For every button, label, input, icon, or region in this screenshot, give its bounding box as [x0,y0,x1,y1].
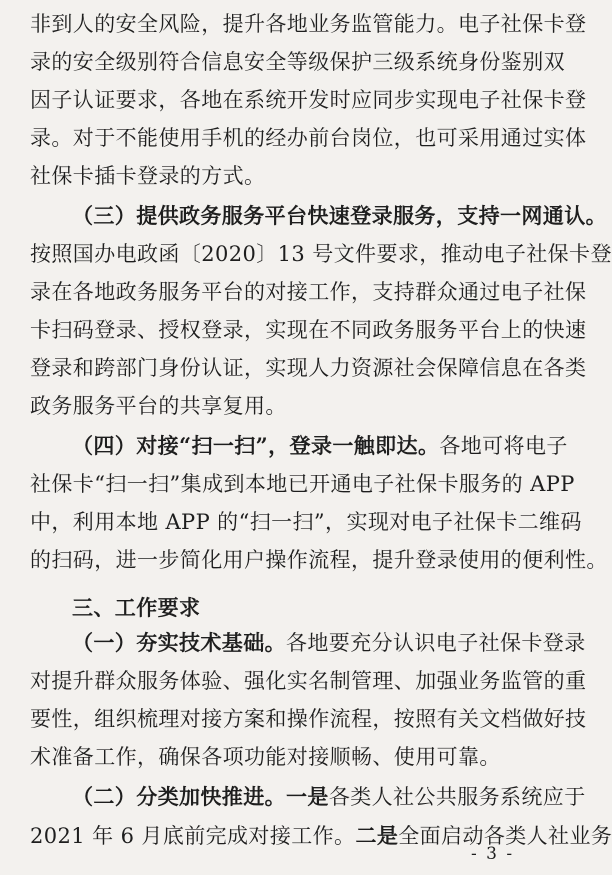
body-line: 政务服务平台的共享复用。 [30,394,287,418]
inline-emphasis: 二是 [355,823,399,848]
body-line: 录的安全级别符合信息安全等级保护三级系统身份鉴别双 [30,50,565,74]
paragraph-two-first-line [72,784,586,809]
body-line: 社保卡“扫一扫”集成到本地已开通电子社保卡服务的 APP [30,472,575,496]
body-text: 各类人社公共服务系统应于 [328,785,586,809]
body-line: 中，利用本地 APP 的“扫一扫”，实现对电子社保卡二维码 [30,510,582,534]
body-line: 因子认证要求，各地在系统开发时应同步实现电子社保卡登 [30,88,587,112]
body-line: 按照国办电政函〔2020〕13 号文件要求，推动电子社保卡登 [30,242,612,266]
body-text: 2021 年 6 月底前完成对接工作。 [30,824,356,848]
page-number: - 3 - [471,844,515,864]
subsection-heading-one: （一）夯实技术基础。 [72,630,286,655]
body-line: 录。对于不能使用手机的经办前台岗位，也可采用通过实体 [30,126,587,150]
body-text: 各地可将电子 [439,434,568,458]
body-line: 录在各地政务服务平台的对接工作，支持群众通过电子社保 [30,280,587,304]
body-line: 术准备工作，确保各项功能对接顺畅、使用可靠。 [30,745,501,769]
body-line: 卡扫码登录、授权登录，实现在不同政务服务平台上的快速 [30,318,587,342]
body-line: 对提升群众服务体验、强化实名制管理、加强业务监管的重 [30,669,587,693]
paragraph-four-first-line [72,433,568,458]
body-line: 要性，组织梳理对接方案和操作流程，按照有关文档做好技 [30,707,587,731]
subsection-heading-two: （二）分类加快推进。一是 [72,784,329,809]
body-line: 社保卡插卡登录的方式。 [30,164,266,188]
body-line: 的扫码，进一步简化用户操作流程，提升登录使用的便利性。 [30,548,608,572]
paragraph-one-first-line [72,630,586,655]
section-heading-four: （四）对接“扫一扫”，登录一触即达。 [72,433,440,458]
body-line-last [30,823,612,848]
section-heading-three: （三）提供政务服务平台快速登录服务，支持一网通认。 [72,203,607,228]
body-line: 非到人的安全风险，提升各地业务监管能力。电子社保卡登 [30,12,587,36]
body-text: 各地要充分认识电子社保卡登录 [286,631,586,655]
body-text: 全面启动各类人社业务 [398,824,612,848]
chapter-heading: 三、工作要求 [72,596,201,620]
body-line: 登录和跨部门身份认证，实现人力资源社会保障信息在各类 [30,356,587,380]
